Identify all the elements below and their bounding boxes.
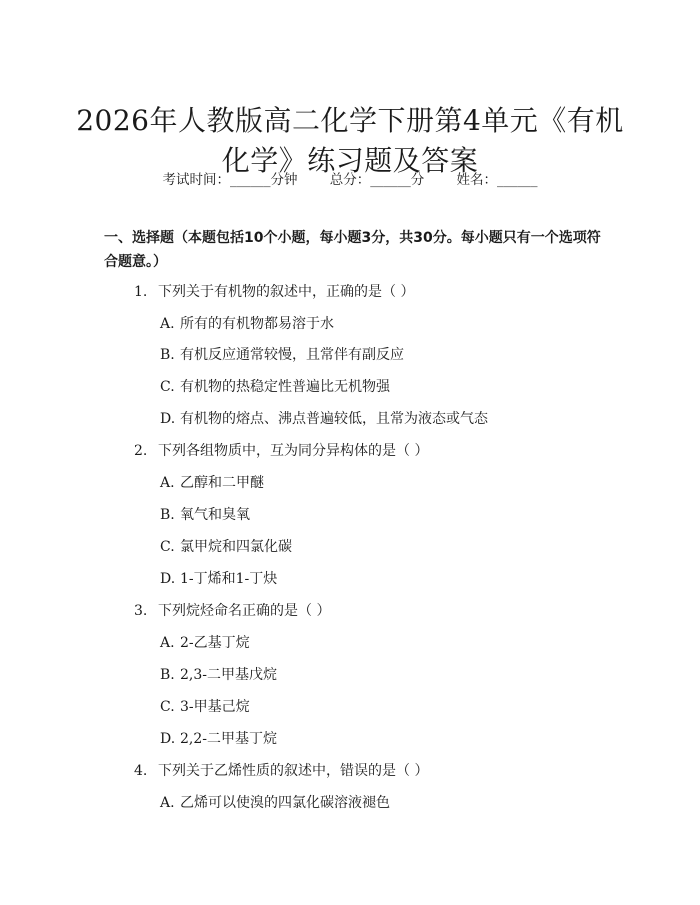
question-4 xyxy=(134,761,428,781)
option-letter: C. xyxy=(160,379,175,395)
option-text: 氯甲烷和四氯化碳 xyxy=(180,539,292,555)
question-1-option-c xyxy=(160,377,390,397)
option-letter: B. xyxy=(160,667,175,683)
option-text: 3-甲基己烷 xyxy=(180,699,250,715)
question-1-option-d xyxy=(160,409,488,429)
question-text: 下列关于乙烯性质的叙述中，错误的是（ ） xyxy=(158,763,429,779)
exam-total-score: 总分：______分 xyxy=(329,172,425,188)
question-2-option-a xyxy=(160,473,264,493)
title-line-2: 化学》练习题及答案 xyxy=(221,143,479,177)
question-number: 1. xyxy=(134,284,148,300)
option-text: 所有的有机物都易溶于水 xyxy=(180,316,334,332)
option-letter: C. xyxy=(160,699,175,715)
option-letter: B. xyxy=(160,347,175,363)
question-number: 3. xyxy=(134,603,148,619)
option-letter: D. xyxy=(160,571,176,587)
question-2 xyxy=(134,441,428,461)
question-3 xyxy=(134,601,330,621)
option-letter: B. xyxy=(160,507,175,523)
question-4-option-a xyxy=(160,793,390,813)
option-letter: C. xyxy=(160,539,175,555)
option-text: 乙醇和二甲醚 xyxy=(180,475,264,491)
question-text: 下列各组物质中，互为同分异构体的是（ ） xyxy=(158,443,429,459)
question-1 xyxy=(134,282,414,302)
option-letter: A. xyxy=(160,316,175,332)
option-text: 1-丁烯和1-丁炔 xyxy=(180,571,278,587)
question-number: 2. xyxy=(134,443,148,459)
question-2-option-d xyxy=(160,569,277,589)
question-3-option-d xyxy=(160,729,277,749)
exam-info xyxy=(0,168,700,188)
option-text: 氧气和臭氧 xyxy=(180,507,250,523)
question-3-option-c xyxy=(160,697,250,717)
option-text: 2-乙基丁烷 xyxy=(180,635,250,651)
exam-time: 考试时间：______分钟 xyxy=(162,172,298,188)
option-letter: A. xyxy=(160,795,175,811)
question-2-option-c xyxy=(160,537,292,557)
option-text: 2,3-二甲基戊烷 xyxy=(180,667,277,683)
option-letter: D. xyxy=(160,411,176,427)
question-1-option-b xyxy=(160,345,404,365)
question-3-option-b xyxy=(160,665,277,685)
question-text: 下列烷烃命名正确的是（ ） xyxy=(158,603,331,619)
option-letter: A. xyxy=(160,475,175,491)
title-line-1: 2026年人教版高二化学下册第4单元《有机 xyxy=(76,103,624,137)
question-number: 4. xyxy=(134,763,148,779)
option-text: 2,2-二甲基丁烷 xyxy=(180,731,277,747)
question-1-option-a xyxy=(160,314,334,334)
option-text: 有机物的热稳定性普遍比无机物强 xyxy=(180,379,390,395)
option-text: 乙烯可以使溴的四氯化碳溶液褪色 xyxy=(180,795,390,811)
option-letter: D. xyxy=(160,731,176,747)
option-letter: A. xyxy=(160,635,175,651)
section-heading: 一、选择题（本题包括10个小题，每小题3分，共30分。每小题只有一个选项符合题意。） xyxy=(104,230,601,270)
question-3-option-a xyxy=(160,633,250,653)
student-name: 姓名：______ xyxy=(456,172,538,188)
option-text: 有机物的熔点、沸点普遍较低，且常为液态或气态 xyxy=(180,411,488,427)
option-text: 有机反应通常较慢，且常伴有副反应 xyxy=(180,347,404,363)
question-2-option-b xyxy=(160,505,250,525)
question-text: 下列关于有机物的叙述中，正确的是（ ） xyxy=(158,284,415,300)
